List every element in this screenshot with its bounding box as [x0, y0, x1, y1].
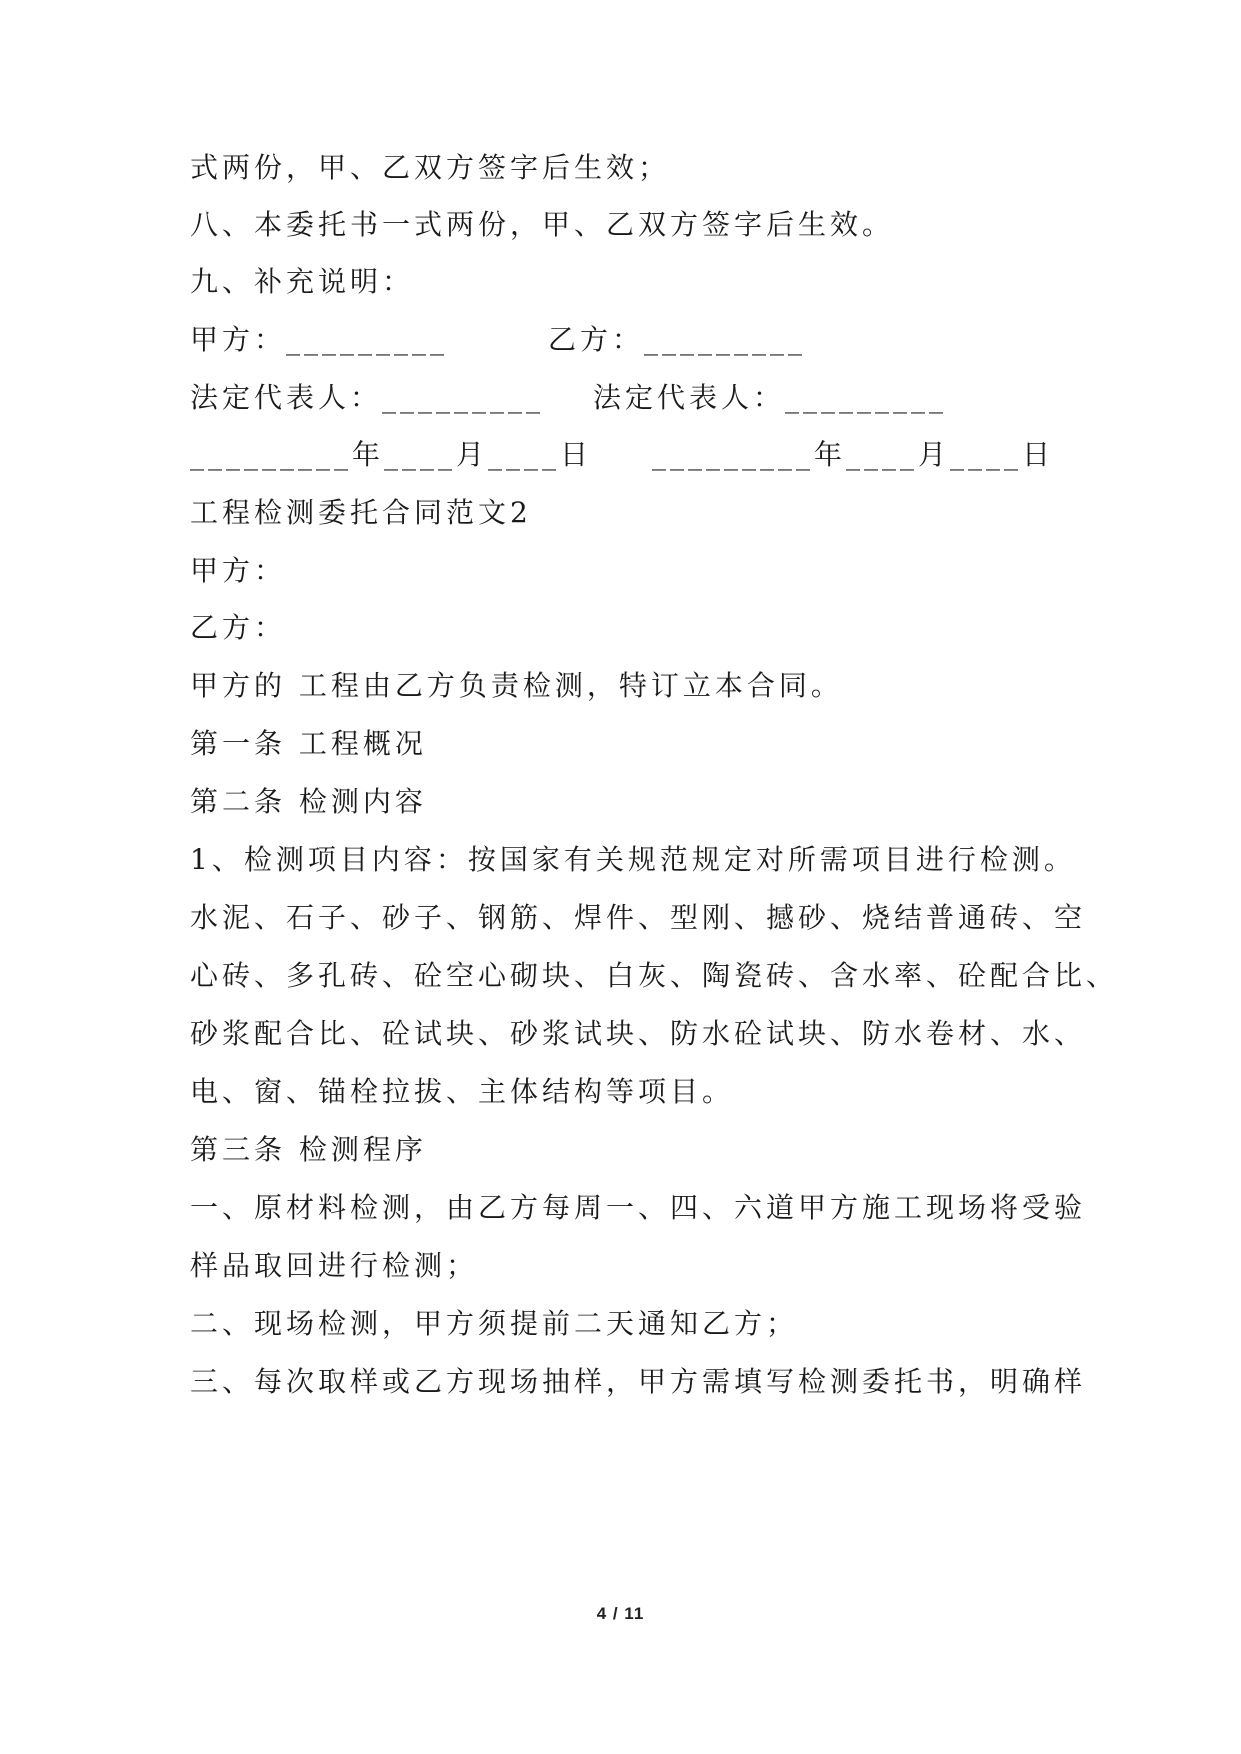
rep-b-signature-line: 法定代表人：_________	[593, 381, 948, 414]
text-line: 水泥、石子、砂子、钢筋、焊件、型刚、撼砂、烧结普通砖、空	[190, 901, 1087, 934]
text-line: 心砖、多孔砖、砼空心砌块、白灰、陶瓷砖、含水率、砼配合比、	[190, 959, 1119, 992]
text-line: 式两份，甲、乙双方签字后生效；	[190, 151, 671, 184]
date-a-line: _________年____月____日	[190, 438, 593, 471]
rep-a-signature-line: 法定代表人：_________	[190, 381, 545, 414]
clause-heading: 第二条 检测内容	[190, 785, 427, 818]
party-a-signature-line: 甲方：_________	[190, 323, 449, 356]
text-line: 砂浆配合比、砼试块、砂浆试块、防水砼试块、防水卷材、水、	[190, 1017, 1087, 1050]
page-number: 4 / 11	[596, 1604, 645, 1623]
text-line: 甲方的 工程由乙方负责检测，特订立本合同。	[190, 669, 843, 702]
clause-heading: 第一条 工程概况	[190, 727, 427, 760]
text-line: 乙方：	[190, 611, 287, 644]
text-line: 样品取回进行检测；	[190, 1249, 479, 1282]
text-line: 二、现场检测，甲方须提前二天通知乙方；	[190, 1307, 799, 1340]
text-line: 八、本委托书一式两份，甲、乙双方签字后生效。	[190, 208, 895, 241]
section-title: 工程检测委托合同范文2	[190, 496, 532, 529]
clause-heading: 第三条 检测程序	[190, 1133, 427, 1166]
party-b-signature-line: 乙方：_________	[548, 323, 807, 356]
text-line: 三、每次取样或乙方现场抽样，甲方需填写检测委托书，明确样	[190, 1365, 1087, 1398]
text-line: 1、检测项目内容：按国家有关规范规定对所需项目进行检测。	[190, 843, 1076, 876]
text-line: 甲方：	[190, 554, 287, 587]
text-line: 电、窗、锚栓拉拔、主体结构等项目。	[190, 1075, 735, 1108]
date-b-line: _________年____月____日	[652, 438, 1055, 471]
text-line: 一、原材料检测，由乙方每周一、四、六道甲方施工现场将受验	[190, 1191, 1087, 1224]
text-line: 九、补充说明：	[190, 265, 415, 298]
